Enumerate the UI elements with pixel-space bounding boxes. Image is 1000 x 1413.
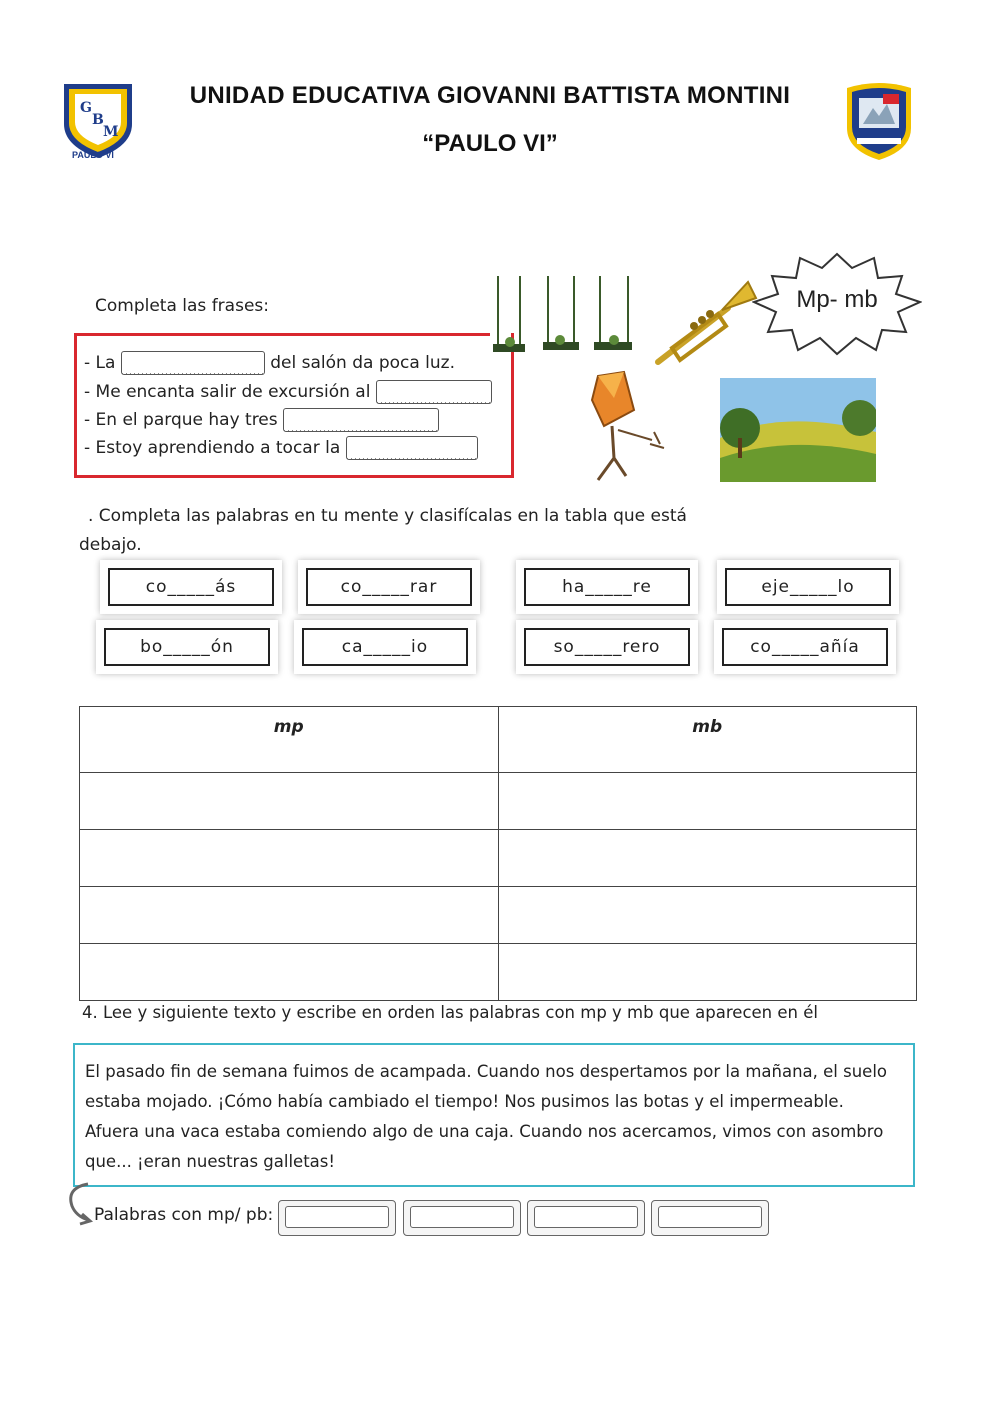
mb-cell[interactable]	[498, 887, 917, 944]
mp-cell[interactable]	[80, 944, 499, 1001]
reading-paragraph	[85, 1057, 905, 1177]
sentence-3-prefix: - En el parque hay tres	[84, 410, 278, 430]
paragraph-line: que... ¡eran nuestras galletas!	[85, 1152, 335, 1171]
word-card	[714, 620, 896, 674]
mp-cell[interactable]	[80, 887, 499, 944]
mp-mb-badge	[752, 252, 922, 356]
word-card-text: eje_____lo	[725, 568, 891, 606]
sentence-1-suffix: del salón da poca luz.	[270, 353, 456, 373]
mb-cell[interactable]	[498, 830, 917, 887]
classification-table	[79, 706, 917, 1001]
word-card-text: co_____ás	[108, 568, 274, 606]
section2-instruction-line1: . Completa las palabras en tu mente y clasifícalas en la tabla que está	[88, 506, 687, 526]
word-card	[96, 620, 278, 674]
lamp-character-illustration	[574, 370, 674, 484]
word-card	[298, 560, 480, 614]
answer-box[interactable]	[651, 1200, 769, 1236]
word-card	[100, 560, 282, 614]
word-card	[516, 620, 698, 674]
answer-box[interactable]	[527, 1200, 645, 1236]
curved-arrow-icon	[62, 1180, 94, 1228]
sentence-2-blank[interactable]	[376, 380, 492, 404]
sentence-4-prefix: - Estoy aprendiendo a tocar la	[84, 438, 341, 458]
header-mp: mp	[80, 707, 499, 773]
section2-instruction-line2: debajo.	[79, 535, 142, 555]
mb-cell[interactable]	[498, 944, 917, 1001]
sentence-4	[84, 436, 478, 460]
sentence-4-blank[interactable]	[346, 436, 478, 460]
sentence-3-blank[interactable]	[283, 408, 439, 432]
svg-text:M: M	[103, 124, 119, 140]
mp-cell[interactable]	[80, 830, 499, 887]
word-card-text: bo_____ón	[104, 628, 270, 666]
school-subtitle: “PAULO VI”	[422, 130, 558, 157]
table-row	[80, 773, 917, 830]
word-card-text: ha_____re	[524, 568, 690, 606]
section4-instruction: 4. Lee y siguiente texto y escribe en orden las palabras con mp y mb que aparecen en él	[82, 1003, 818, 1022]
table-row	[80, 944, 917, 1001]
answer-box[interactable]	[278, 1200, 396, 1236]
mp-cell[interactable]	[80, 773, 499, 830]
trumpet-illustration	[648, 278, 758, 370]
table-header-row	[80, 707, 917, 773]
sentence-1	[84, 351, 455, 375]
badge-label: Mp- mb	[796, 286, 878, 313]
swings-illustration	[490, 272, 640, 362]
sentence-1-blank[interactable]	[121, 351, 265, 375]
word-card	[717, 560, 899, 614]
header-mb: mb	[498, 707, 917, 773]
table-row	[80, 887, 917, 944]
svg-text:G: G	[80, 100, 92, 116]
word-card	[294, 620, 476, 674]
word-card	[516, 560, 698, 614]
paragraph-line: Afuera una vaca estaba comiendo algo de una caja. Cuando nos acercamos, vimos con asombro	[85, 1122, 884, 1141]
word-card-text: co_____rar	[306, 568, 472, 606]
school-emblem-right	[843, 80, 915, 164]
answer-label: Palabras con mp/ pb:	[94, 1205, 274, 1225]
school-name: UNIDAD EDUCATIVA GIOVANNI BATTISTA MONTINI	[189, 82, 791, 109]
word-card-text: so_____rero	[524, 628, 690, 666]
section1-instruction: Completa las frases:	[95, 296, 269, 316]
word-card-text: ca_____io	[302, 628, 468, 666]
sentence-2-prefix: - Me encanta salir de excursión al	[84, 382, 371, 402]
mb-cell[interactable]	[498, 773, 917, 830]
answer-box[interactable]	[403, 1200, 521, 1236]
paragraph-line: estaba mojado. ¡Cómo había cambiado el tiempo! Nos pusimos las botas y el impermeable.	[85, 1092, 844, 1111]
sentence-3	[84, 408, 439, 432]
svg-text:B: B	[92, 112, 104, 128]
word-card-text: co_____añía	[722, 628, 888, 666]
paragraph-line: El pasado fin de semana fuimos de acampada. Cuando nos despertamos por la mañana, el suelo	[85, 1062, 888, 1081]
table-row	[80, 830, 917, 887]
logo-caption: PAULO VI	[72, 150, 114, 160]
sentence-2	[84, 380, 492, 404]
landscape-illustration	[720, 378, 876, 482]
reading-text-box	[73, 1043, 915, 1187]
sentence-1-prefix: - La	[84, 353, 116, 373]
